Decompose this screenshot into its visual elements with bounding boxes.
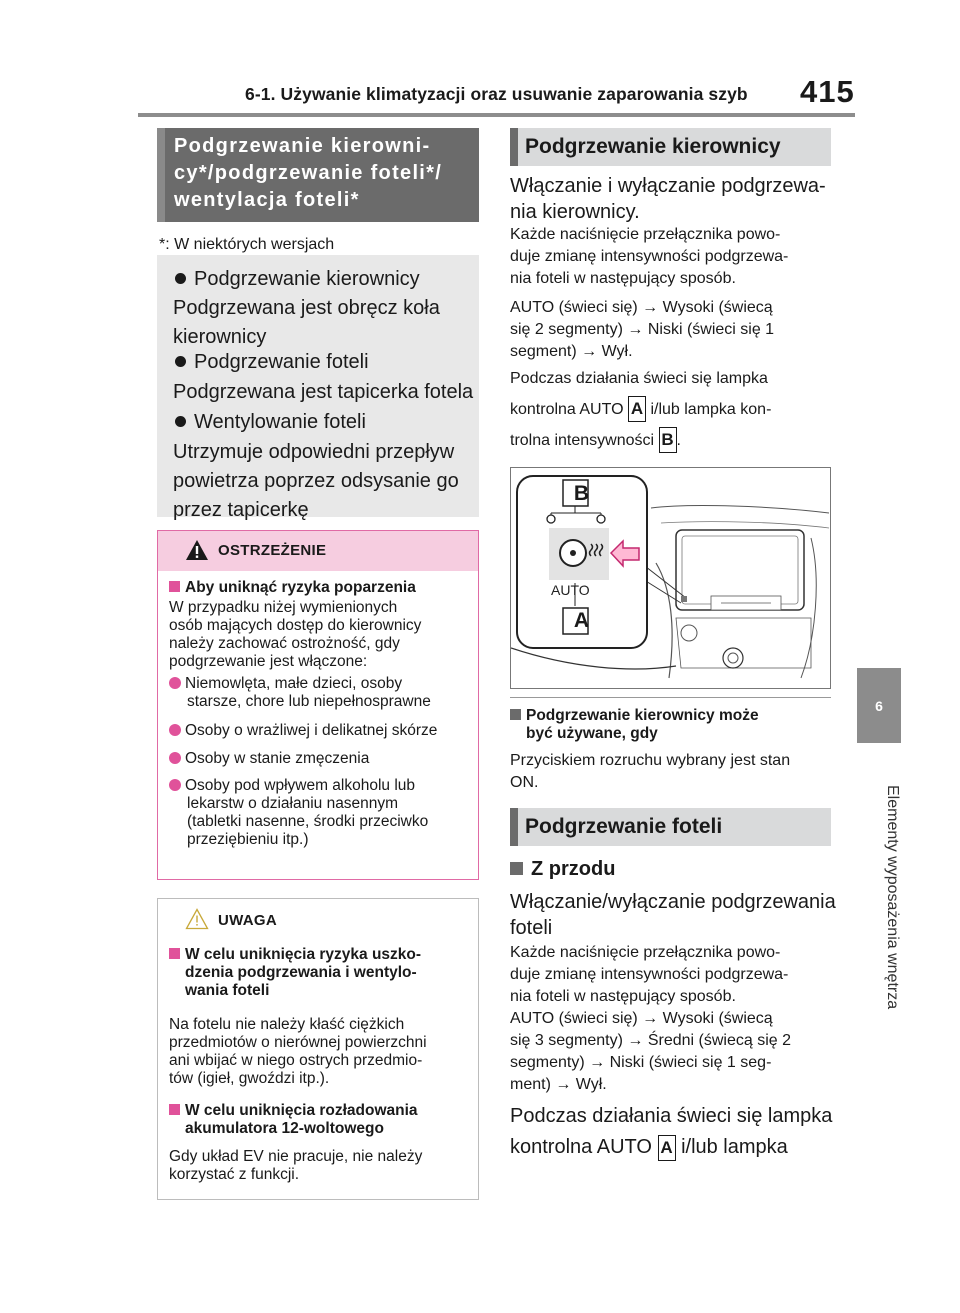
warning-box: [157, 530, 479, 880]
main-heading: [157, 128, 479, 222]
chapter-label: Elementy wyposażenia wnętrza: [884, 784, 901, 1010]
paragraph: AUTO (świeci się) → Wysoki (świecą się 2 segmenty) → Niski (świeci się 1 segment) → Wył.: [510, 299, 775, 360]
steering-heater-figure: [510, 467, 831, 689]
paragraph: Podczas działania świeci się lampka: [510, 370, 768, 387]
section-title: 6-1. Używanie klimatyzacji oraz usuwanie zaparowania szyb: [245, 84, 748, 104]
info-text: Podgrzewana jest obręcz koła kierownicy: [173, 297, 440, 348]
label-a: A: [658, 1135, 676, 1161]
paragraph: kontrolna AUTO A i/lub lampka: [510, 1134, 788, 1161]
main-heading-line: cy*/podgrzewanie foteli*/: [174, 162, 443, 184]
chapter-label-area: [857, 743, 901, 1043]
caution-icon: [185, 908, 209, 930]
paragraph: Każde naciśnięcie przełącznika powo- duje zmianę intensywności podgrzewa- nia foteli w następujący sposób. AUTO (świeci się) → Wysoki (świecą się 3 segmenty) → Średni (świecą się 2 segmenty) → Niski (świeci się 1 seg- ment) → Wył.: [510, 944, 791, 1093]
divider: [510, 697, 831, 698]
warning-subheading: Aby uniknąć ryzyka poparzenia: [169, 579, 416, 597]
warning-header: [158, 531, 478, 571]
caution-body: Na fotelu nie należy kłaść ciężkich przedmiotów o nierównej powierzchni ani wbijać w niego ostrych przedmio- tów (igieł, gwoździ itp.).: [169, 1016, 427, 1087]
info-bullet: Podgrzewanie kierownicy: [175, 265, 420, 294]
caution-box: [157, 898, 479, 1200]
info-text: Podgrzewana jest tapicerka fotela: [173, 381, 474, 403]
figure-label-b: B: [573, 482, 590, 505]
paragraph: Włączanie/wyłączanie podgrzewania foteli: [510, 891, 836, 939]
warning-list-item: Osoby o wrażliwej i delikatnej skórze: [169, 722, 437, 740]
warning-list-item: Osoby pod wpływem alkoholu lub lekarstw o działaniu nasennym (tabletki nasenne, środki przeciwko przeziębieniu itp.): [169, 777, 428, 849]
caution-title: UWAGA: [218, 912, 277, 929]
subheading: Podgrzewanie kierownicy może być używane, gdy: [510, 707, 759, 743]
heading-steering-heater: Podgrzewanie kierownicy: [510, 128, 831, 166]
paragraph: Włączanie i wyłączanie podgrzewa- nia kierownicy.: [510, 175, 826, 223]
warning-body: W przypadku niżej wymienionych osób mających dostęp do kierownicy należy zachować ostrożność, gdy podgrzewanie jest włączone:: [169, 599, 422, 670]
page-number: 415: [800, 74, 855, 109]
chapter-number: 6: [875, 698, 883, 714]
info-box: [157, 255, 479, 521]
caution-subheading: W celu uniknięcia rozładowania akumulatora 12-woltowego: [169, 1102, 418, 1138]
footnote: *: W niektórych wersjach: [159, 236, 335, 253]
warning-list-item: Osoby w stanie zmęczenia: [169, 750, 369, 768]
label-b: B: [659, 427, 677, 453]
dashboard-illustration: [511, 468, 830, 688]
paragraph: Przyciskiem rozruchu wybrany jest stan ON.: [510, 752, 791, 791]
caution-body: Gdy układ EV nie pracuje, nie należy korzystać z funkcji.: [169, 1148, 423, 1183]
chapter-tab: [857, 668, 901, 743]
main-heading-line: Podgrzewanie kierowni-: [174, 135, 431, 157]
caution-header: [158, 899, 478, 941]
main-heading-line: wentylacja foteli*: [174, 189, 360, 211]
warning-list-item: Niemowlęta, małe dzieci, osoby starsze, chore lub niepełnosprawne: [169, 675, 431, 711]
paragraph: kontrolna AUTO A i/lub lampka kon-: [510, 396, 771, 422]
info-text: Utrzymuje odpowiedni przepływ powietrza poprzez odsysanie go przez tapicerkę: [173, 441, 459, 521]
warning-icon: [185, 539, 209, 561]
caution-subheading: W celu uniknięcia ryzyka uszko- dzenia podgrzewania i wentylo- wania foteli: [169, 946, 421, 1000]
subheading-front: Z przodu: [510, 858, 615, 881]
label-a: A: [628, 396, 646, 422]
heading-seat-heater: Podgrzewanie foteli: [510, 808, 831, 846]
paragraph: Każde naciśnięcie przełącznika powo- duje zmianę intensywności podgrzewa- nia foteli w następujący sposób.: [510, 226, 789, 287]
paragraph: trolna intensywności B .: [510, 427, 681, 453]
info-bullet: Podgrzewanie foteli: [175, 348, 369, 377]
figure-auto-text: AUTO: [551, 582, 590, 598]
figure-label-a: A: [573, 609, 590, 632]
warning-title: OSTRZEŻENIE: [218, 542, 327, 559]
info-bullet: Wentylowanie foteli: [175, 408, 366, 437]
paragraph: Podczas działania świeci się lampka: [510, 1105, 833, 1127]
header-rule: [138, 113, 855, 117]
